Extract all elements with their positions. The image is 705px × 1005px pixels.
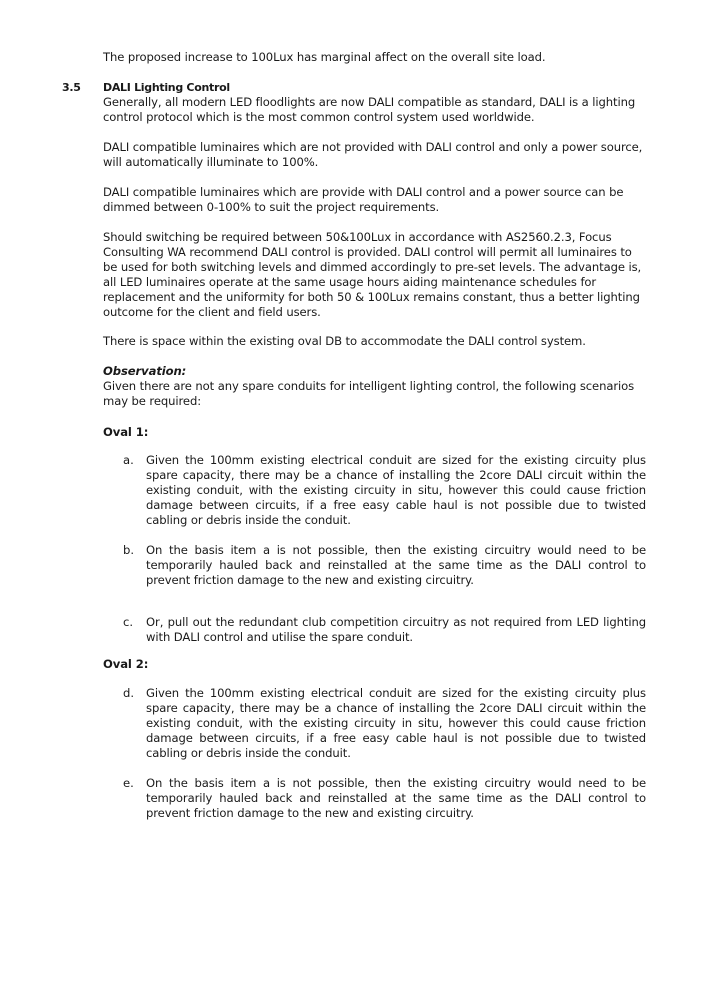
list-item-text: On the basis item a is not possible, then the existing circuitry would need to be temporarily hauled back and reinstalled at the same time as the DALI control to prevent friction damage to the new and existing circuitry. [146,543,646,587]
list-item-letter: d. [123,686,135,700]
section-number: 3.5 [62,81,81,94]
intro-paragraph: The proposed increase to 100Lux has marginal affect on the overall site load. [103,50,546,64]
list-item-letter: a. [123,453,134,467]
list-item-text: On the basis item a is not possible, then the existing circuitry would need to be temporarily hauled back and reinstalled at the same time as the DALI control to prevent friction damage to the new and existing circuitry. [146,776,646,820]
observation-text: Given there are not any spare conduits for intelligent lighting control, the following scenarios may be required: [103,379,635,408]
paragraph-dali-no-control: DALI compatible luminaires which are not provided with DALI control and only a power source, will automatically illuminate to 100%. [103,140,643,169]
list-item-letter: b. [123,543,135,557]
paragraph-dali-general: Generally, all modern LED floodlights are now DALI compatible as standard, DALI is a lighting control protocol which is the most common control system used worldwide. [103,95,636,124]
section-title: DALI Lighting Control [103,81,230,94]
observation-heading: Observation: [103,364,187,378]
list-item-text: Given the 100mm existing electrical conduit are sized for the existing circuity plus spare capacity, there may be a chance of installing the 2core DALI circuit within the existing conduit, with the existing circuity in situ, however this could cause friction damage between circuits, if a free easy cable haul is not possible due to twisted cabling or debris inside the conduit. [146,453,646,527]
list-item-letter: e. [123,776,134,790]
paragraph-space-db: There is space within the existing oval DB to accommodate the DALI control system. [103,334,586,348]
oval2-heading: Oval 2: [103,657,149,671]
paragraph-switching: Should switching be required between 50&100Lux in accordance with AS2560.2.3, Focus Consulting WA recommend DALI control is provided. DALI control will permit all luminaires to be used for both switching levels and dimmed accordingly to pre-set levels. The advantage is, all LED luminaires operate at the same usage hours aiding maintenance schedules for replacement and the uniformity for both 50 & 100Lux remains constant, thus a better lighting outcome for the client and field users. [103,230,642,319]
list-item-letter: c. [123,615,134,629]
list-item-text: Or, pull out the redundant club competition circuitry as not required from LED lighting with DALI control and utilise the spare conduit. [146,615,646,644]
paragraph-dali-with-control: DALI compatible luminaires which are provide with DALI control and a power source can be dimmed between 0-100% to suit the project requirements. [103,185,624,214]
oval1-heading: Oval 1: [103,425,149,439]
list-item-text: Given the 100mm existing electrical conduit are sized for the existing circuity plus spare capacity, there may be a chance of installing the 2core DALI circuit within the existing conduit, with the existing circuity in situ, however this could cause friction damage between circuits, if a free easy cable haul is not possible due to twisted cabling or debris inside the conduit. [146,686,646,760]
